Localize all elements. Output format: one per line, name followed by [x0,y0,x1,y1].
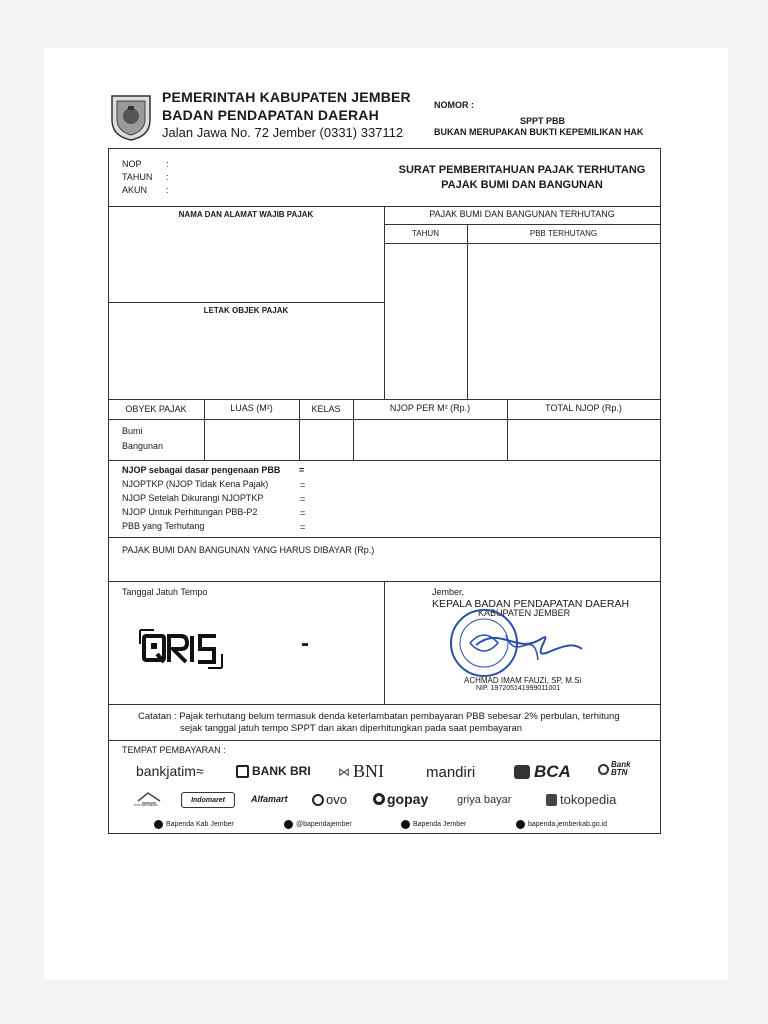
due-date-label: Tanggal Jatuh Tempo [122,587,208,597]
due-date-value: - [301,630,309,657]
nomor-label: NOMOR : [434,100,474,110]
divider [507,399,508,460]
njop-calc-label: NJOP Untuk Perhitungan PBB-P2 [122,507,258,517]
divider [108,460,661,461]
mandiri-text: mandiri [426,764,476,781]
header-government: PEMERINTAH KABUPATEN JEMBER [162,89,411,105]
ovo-logo [312,792,347,807]
youtube-handle [401,820,466,829]
akun-label: AKUN [122,185,148,195]
col-area: LUAS (M²) [230,403,273,413]
nop-colon: : [166,159,169,169]
divider [353,399,354,460]
col-total-njop: TOTAL NJOP (Rp.) [545,403,622,413]
youtube-icon [401,820,410,829]
pos-indonesia-text: POS INDONESIA [134,803,158,807]
official-stamp-signature [446,605,586,680]
divider [204,399,205,460]
taxpayer-name-address-label: NAMA DAN ALAMAT WAJIB PAJAK [178,210,314,219]
note-line-2: sejak tanggal jatuh tempo SPPT dan akan diperhitungkan pada saat pembayaran [180,723,523,734]
document-subtitle: PAJAK BUMI DAN BANGUNAN [441,179,603,191]
gopay-text: gopay [387,791,429,807]
facebook-text: Bapenda Kab Jember [166,821,234,828]
note-line-1: Catatan : Pajak terhutang belum termasuk denda keterlambatan pembayaran PBB sebesar 2% perbulan, terhitung [138,711,620,722]
sppt-label: SPPT PBB [520,116,566,126]
bank-btn-text: Bank BTN [611,760,631,777]
col-object: OBYEK PAJAK [125,404,187,414]
col-njop-per-m2: NJOP PER M² (Rp.) [389,403,471,413]
eq-sign: = [300,508,306,518]
divider [108,302,384,303]
bni-logo: ⋈ BNI [338,761,384,781]
eq-sign: = [300,480,306,490]
disclaimer: BUKAN MERUPAKAN BUKTI KEPEMILIKAN HAK [434,127,644,137]
official-name: ACHMAD IMAM FAUZI, SP, M.Si [464,676,582,685]
divider [467,224,468,399]
divider [108,740,661,741]
globe-icon [516,820,525,829]
bankjatim-logo: bankjatim≈ [136,763,204,779]
divider [108,704,661,705]
akun-colon: : [166,185,169,195]
nop-label: NOP [122,159,142,169]
instagram-handle [284,820,352,829]
instagram-icon [284,820,293,829]
pos-indonesia-logo [136,791,162,809]
pbb-owed-title: PAJAK BUMI DAN BANGUNAN TERHUTANG [429,209,615,219]
qris-logo [138,628,224,670]
website-handle [516,820,607,829]
payable-label: PAJAK BUMI DAN BANGUNAN YANG HARUS DIBAYAR (Rp.) [122,545,375,555]
object-location-label: LETAK OBJEK PAJAK [203,306,289,315]
njop-after-deduction-label: NJOP Setelah Dikurangi NJOPTKP [122,493,264,503]
indomaret-logo [181,792,235,808]
njoptkp-label: NJOPTKP (NJOP Tidak Kena Pajak) [122,479,269,489]
tahun-label: TAHUN [122,172,153,182]
bca-text: BCA [534,762,571,781]
eq-sign: = [300,522,306,532]
bank-bri-logo [236,764,311,778]
griya-bayar-text: griya bayar [457,794,512,806]
official-regency: KABUPATEN JEMBER [478,608,571,618]
divider [384,243,660,244]
document-title: SURAT PEMBERITAHUAN PAJAK TERHUTANG [398,164,646,176]
official-position: KEPALA BADAN PENDAPATAN DAERAH [432,598,630,610]
bank-bri-text: BANK BRI [252,764,311,778]
divider [108,537,661,538]
header-agency: BADAN PENDAPATAN DAERAH [162,107,379,123]
divider [108,399,661,400]
eq-sign: = [299,465,305,475]
payment-places-label: TEMPAT PEMBAYARAN : [122,745,226,755]
indomaret-text: Indomaret [191,796,225,804]
pbb-owed-column-header: PBB TERHUTANG [529,229,598,238]
sign-place: Jember, [432,587,465,597]
bank-btn-logo [598,761,639,777]
divider [108,419,661,420]
ovo-text: ovo [326,792,347,807]
gopay-logo [373,791,428,807]
row-building: Bangunan [122,441,164,451]
row-land: Bumi [122,426,143,436]
tahun-colon: : [166,172,169,182]
tokopedia-text: tokopedia [560,792,617,807]
bca-logo [514,762,571,782]
header-address: Jalan Jawa No. 72 Jember (0331) 337112 [162,125,404,140]
bankjatim-text: bankjatim [136,763,196,779]
divider [384,224,660,225]
facebook-handle [154,820,234,829]
year-column-header: TAHUN [412,229,439,238]
pbb-owed-label: PBB yang Terhutang [122,521,205,531]
mandiri-logo [426,764,475,781]
tokopedia-logo [546,792,616,807]
bni-text: BNI [353,761,384,781]
official-nip: NIP. 197205141999011001 [476,685,561,692]
alfamart-text: Alfamart [251,794,288,804]
instagram-text: @bapendajember [296,821,352,828]
youtube-text: Bapenda Jember [413,821,467,828]
website-text: bapenda.jemberkab.go.id [528,821,608,828]
divider [299,399,300,460]
facebook-icon [154,820,163,829]
divider [384,581,385,704]
eq-sign: = [300,494,306,504]
griya-bayar-logo [457,794,511,806]
njop-basis-label: NJOP sebagai dasar pengenaan PBB [122,465,281,475]
col-class: KELAS [311,404,341,414]
jember-emblem [108,92,154,142]
alfamart-logo [251,794,288,804]
